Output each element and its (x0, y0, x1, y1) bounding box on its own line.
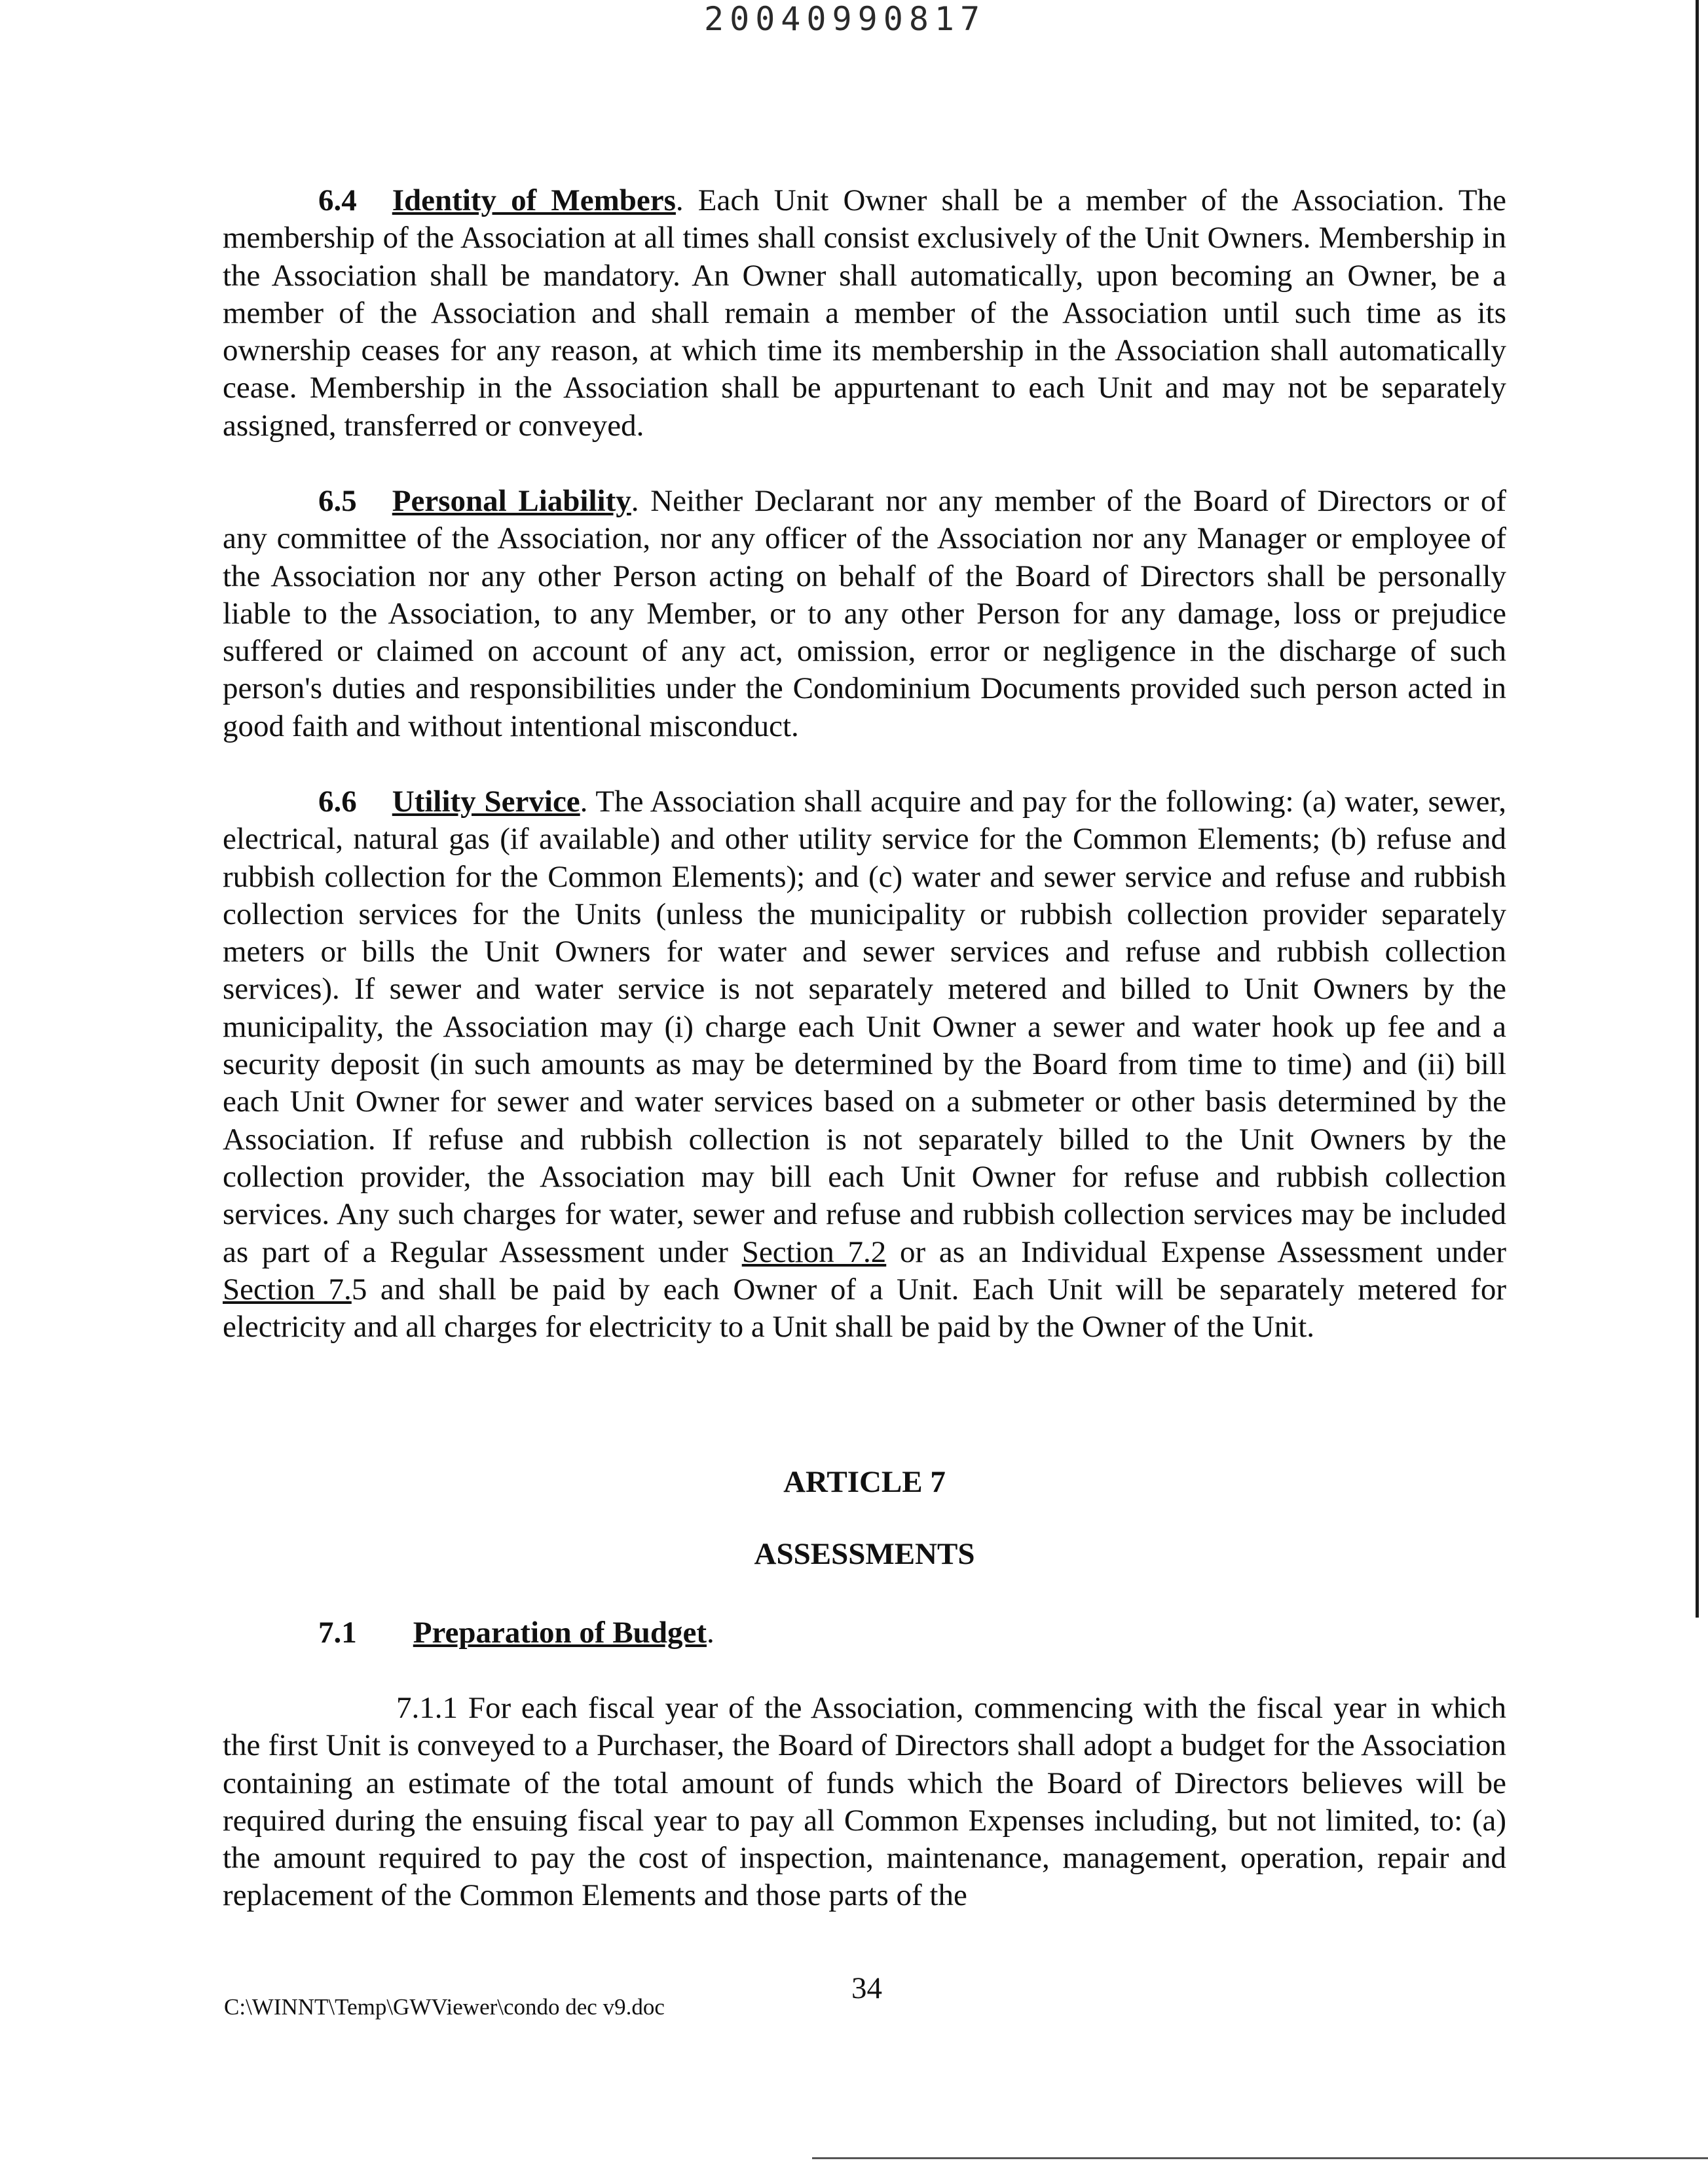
subsection-body-text: For each fiscal year of the Association, commencing with the fiscal year in which the first Unit is conveyed to a Purchaser, the Board of Directors shall adopt a budget for the Association containing an estimate of the total amount of funds which the Board of Directors believes will be required during the ensuing fiscal year to pay all Common Expenses including, but not limited, to: (a) the amount required to pay the cost of inspection, maintenance, management, operation, repair and replacement of the Common Elements and those parts of the (223, 1691, 1506, 1913)
page-number: 34 (851, 1971, 882, 2005)
section-number: 6.4 (318, 183, 357, 217)
footer-file-path: C:\WINNT\Temp\GWViewer\condo dec v9.doc (224, 1994, 665, 2020)
section-body-text: . Each Unit Owner shall be a member of the Association. The membership of the Association at all times shall consist exclusively of the Unit Owners. Membership in the Association shall be mandatory. An Owner shall automatically, upon becoming an Owner, be a member of the Association and shall remain a member of the Association until such time as its ownership ceases for any reason, at which time its membership in the Association shall automatically cease. Membership in the Association shall be appurtenant to each Unit and may not be separately assigned, transferred or conveyed. (223, 183, 1507, 443)
section-7-1-heading (318, 1615, 715, 1650)
section-number: 6.5 (318, 484, 357, 518)
subsection-number: 7.1.1 (396, 1691, 458, 1725)
section-body-text: 5 and shall be paid by each Owner of a Unit. Each Unit will be separately metered for electricity and all charges for electricity to a Unit shall be paid by the Owner of the Unit. (223, 1272, 1506, 1344)
section-7-5-reference: Section 7. (223, 1272, 352, 1307)
article-subtitle: ASSESSMENTS (754, 1537, 975, 1571)
bottom-scan-rule (812, 2157, 1708, 2159)
article-title: ARTICLE 7 (783, 1465, 946, 1499)
section-body-text: or as an Individual Expense Assessment under (886, 1234, 1507, 1269)
subsection-7-1-1-paragraph (223, 1690, 1506, 1915)
section-number: 6.6 (318, 785, 357, 819)
section-heading: Utility Service (392, 785, 580, 819)
section-6-5-paragraph (223, 483, 1506, 745)
heading-period: . (706, 1616, 715, 1650)
section-6-4-paragraph (223, 182, 1506, 445)
document-stamp-number: 20040990817 (704, 0, 986, 38)
section-body-text: . Neither Declarant nor any member of the Board of Directors or of any committee of the Association, nor any officer of the Association nor any Manager or employee of the Association nor any other Person acting on behalf of the Board of Directors shall be personally liable to the Association, to any Member, or to any other Person for any damage, loss or prejudice suffered or claimed on account of any act, omission, error or negligence in the discharge of such person's duties and responsibilities under the Condominium Documents provided such person acted in good faith and without intentional misconduct. (223, 484, 1506, 743)
section-heading: Identity of Members (392, 183, 676, 217)
section-heading: Personal Liability (392, 484, 631, 518)
section-heading: Preparation of Budget (413, 1616, 707, 1650)
section-6-6-paragraph (223, 783, 1506, 1346)
section-number: 7.1 (318, 1616, 357, 1650)
section-body-text: . The Association shall acquire and pay for the following: (a) water, sewer, electrical, natural gas (if available) and other utility service for the Common Elements; (b) refuse and rubbish collection for the Common Elements); and (c) water and sewer service and refuse and rubbish collection services for the Units (unless the municipality or rubbish collection provider separately meters or bills the Unit Owners for water and sewer services and refuse and rubbish collection services). If sewer and water service is not separately metered and billed to Unit Owners by the municipality, the Association may (i) charge each Unit Owner a sewer and water hook up fee and a security deposit (in such amounts as may be determined by the Board from time to time) and (ii) bill each Unit Owner for sewer and water services based on a submeter or other basis determined by the Association. If refuse and rubbish collection is not separately billed to the Unit Owners by the collection provider, the Association may bill each Unit Owner for refuse and rubbish collection services. Any such charges for water, sewer and refuse and rubbish collection services may be included as part of a Regular Assessment under (223, 785, 1506, 1269)
section-7-2-reference: Section 7.2 (741, 1234, 887, 1269)
right-margin-rule (1696, 0, 1699, 1618)
